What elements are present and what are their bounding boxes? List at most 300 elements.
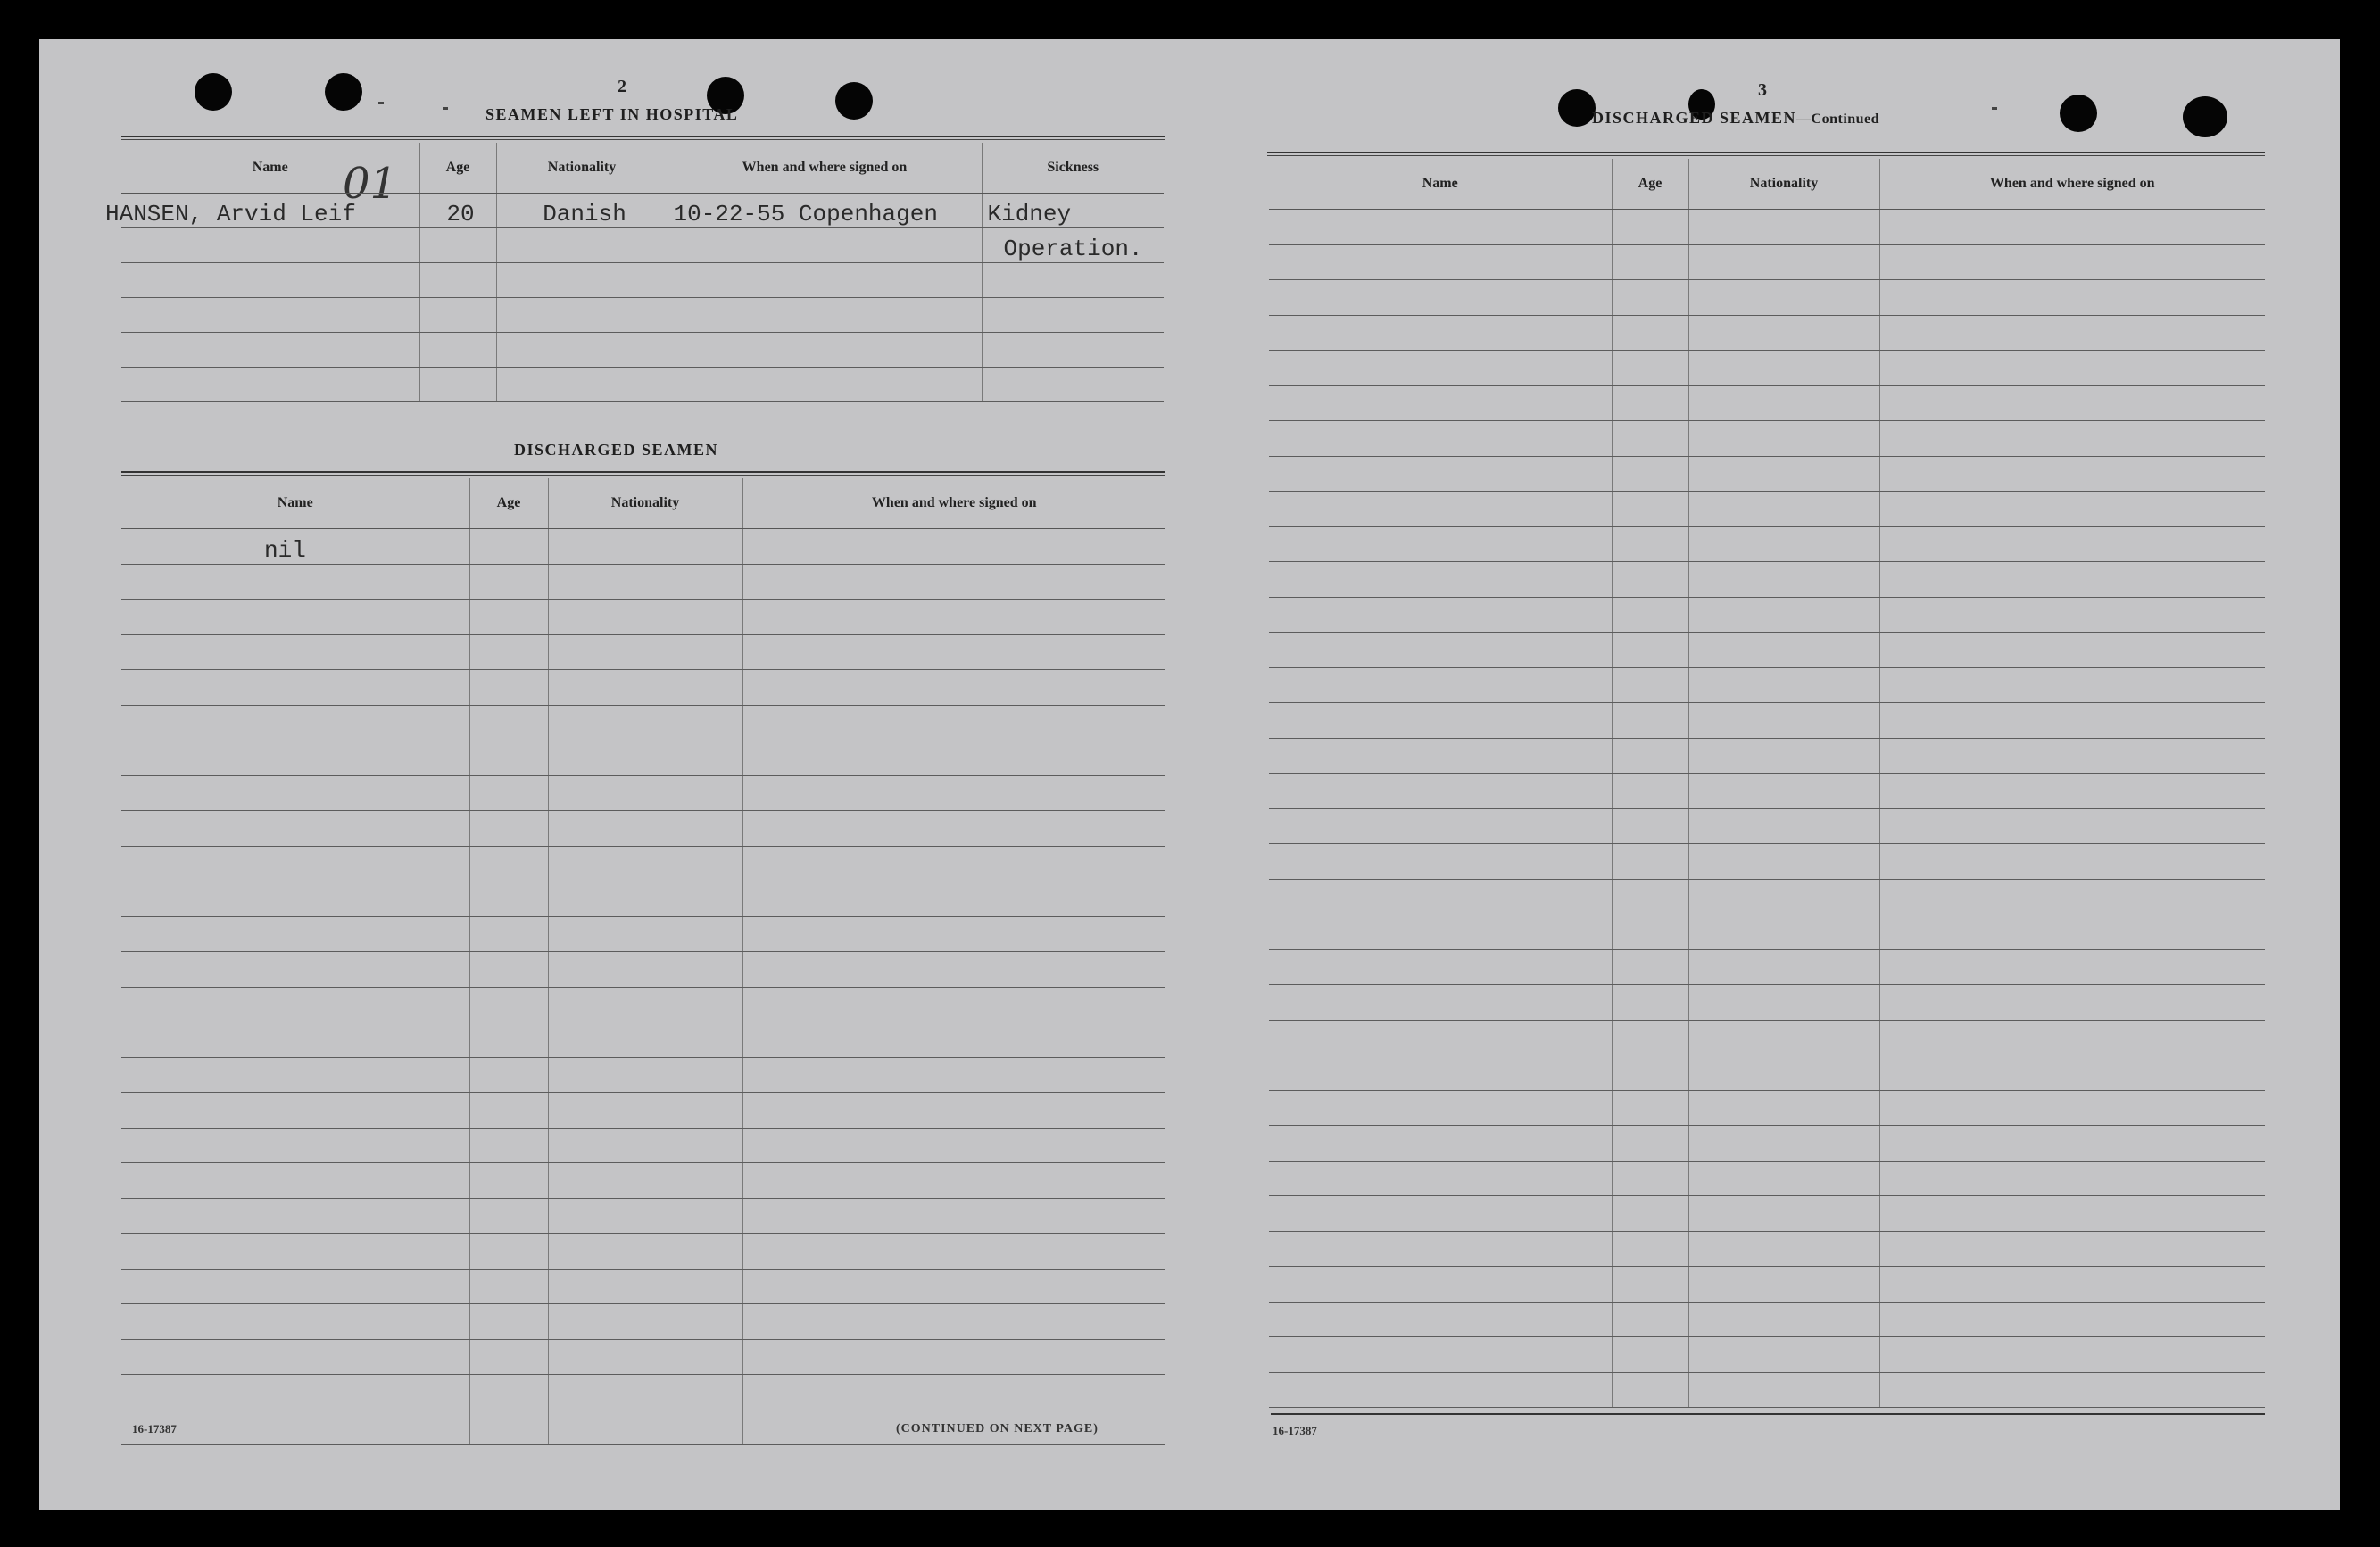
empty-cell bbox=[1688, 1267, 1879, 1303]
empty-cell bbox=[742, 916, 1165, 952]
empty-cell bbox=[1269, 667, 1612, 703]
empty-cell bbox=[1612, 1090, 1688, 1126]
empty-cell bbox=[742, 1375, 1165, 1410]
empty-cell bbox=[1688, 351, 1879, 386]
empty-cell bbox=[742, 670, 1165, 706]
empty-cell bbox=[1879, 597, 2265, 633]
table-row bbox=[1269, 456, 2265, 492]
empty-cell bbox=[1879, 526, 2265, 562]
empty-cell bbox=[1612, 1372, 1688, 1408]
table-row bbox=[121, 1022, 1165, 1058]
empty-cell bbox=[1879, 633, 2265, 668]
empty-cell bbox=[1688, 315, 1879, 351]
empty-cell bbox=[742, 1163, 1165, 1199]
table-row bbox=[121, 916, 1165, 952]
table-row bbox=[1269, 949, 2265, 985]
cell-sickness: Operation. bbox=[982, 228, 1164, 263]
empty-cell bbox=[1879, 1196, 2265, 1232]
table-row bbox=[121, 952, 1165, 988]
col-header-nationality: Nationality bbox=[548, 478, 742, 529]
table-row bbox=[1269, 808, 2265, 844]
empty-cell bbox=[1688, 1302, 1879, 1337]
cell-signed-on: 10-22-55 Copenhagen bbox=[668, 194, 982, 228]
empty-cell bbox=[1269, 774, 1612, 809]
empty-cell bbox=[1879, 844, 2265, 880]
left-page bbox=[39, 39, 1190, 1510]
empty-cell bbox=[1269, 879, 1612, 914]
empty-cell bbox=[1688, 844, 1879, 880]
empty-cell bbox=[1879, 1267, 2265, 1303]
table-row bbox=[121, 1093, 1165, 1129]
empty-cell bbox=[121, 811, 469, 847]
table-row bbox=[1269, 1302, 2265, 1337]
table-row bbox=[121, 228, 1164, 263]
empty-cell bbox=[1269, 385, 1612, 421]
table-row bbox=[1269, 1090, 2265, 1126]
empty-cell bbox=[469, 1375, 548, 1410]
empty-cell bbox=[742, 1198, 1165, 1234]
table-row bbox=[121, 600, 1165, 635]
empty-cell bbox=[121, 1234, 469, 1270]
empty-cell bbox=[548, 952, 742, 988]
empty-cell bbox=[1879, 985, 2265, 1021]
empty-cell bbox=[1269, 633, 1612, 668]
cell-name: nil bbox=[121, 529, 469, 565]
empty-cell bbox=[1688, 597, 1879, 633]
empty-cell bbox=[1269, 492, 1612, 527]
empty-cell bbox=[742, 881, 1165, 917]
empty-cell bbox=[1612, 526, 1688, 562]
table-row bbox=[1269, 385, 2265, 421]
empty-cell bbox=[1269, 1090, 1612, 1126]
empty-cell bbox=[1688, 633, 1879, 668]
empty-cell bbox=[121, 1339, 469, 1375]
empty-cell bbox=[1269, 1372, 1612, 1408]
empty-cell bbox=[742, 1269, 1165, 1304]
empty-cell bbox=[1612, 1020, 1688, 1055]
empty-cell bbox=[1269, 1020, 1612, 1055]
empty-cell bbox=[121, 1128, 469, 1163]
empty-cell bbox=[548, 1269, 742, 1304]
page-number: 3 bbox=[1758, 80, 1767, 100]
hospital-table bbox=[105, 143, 1164, 402]
empty-cell bbox=[1612, 1055, 1688, 1091]
empty-cell bbox=[121, 564, 469, 600]
table-row bbox=[121, 529, 1165, 565]
cell-sickness: Kidney bbox=[982, 194, 1164, 228]
empty-cell bbox=[121, 1269, 469, 1304]
empty-cell bbox=[1269, 985, 1612, 1021]
empty-cell bbox=[469, 1304, 548, 1340]
empty-cell bbox=[548, 670, 742, 706]
col-header-signed-on: When and where signed on bbox=[742, 478, 1165, 529]
empty-cell bbox=[742, 1057, 1165, 1093]
empty-cell bbox=[469, 1410, 548, 1445]
empty-cell bbox=[1269, 949, 1612, 985]
empty-cell bbox=[469, 1022, 548, 1058]
empty-cell bbox=[121, 670, 469, 706]
table-row bbox=[121, 1057, 1165, 1093]
table-row bbox=[1269, 703, 2265, 739]
empty-cell bbox=[1269, 597, 1612, 633]
empty-cell bbox=[548, 705, 742, 740]
empty-cell bbox=[1688, 1337, 1879, 1373]
empty-cell bbox=[469, 600, 548, 635]
empty-cell bbox=[1879, 808, 2265, 844]
table-row bbox=[1269, 1231, 2265, 1267]
empty-cell bbox=[548, 811, 742, 847]
table-row bbox=[1269, 914, 2265, 950]
empty-cell bbox=[469, 1057, 548, 1093]
table-row bbox=[1269, 985, 2265, 1021]
table-row bbox=[121, 987, 1165, 1022]
col-header-name: Name bbox=[1269, 159, 1612, 210]
empty-cell bbox=[1688, 210, 1879, 245]
table-row bbox=[121, 740, 1165, 776]
empty-cell bbox=[1269, 315, 1612, 351]
empty-cell bbox=[548, 1093, 742, 1129]
empty-cell bbox=[742, 1339, 1165, 1375]
empty-cell bbox=[1612, 914, 1688, 950]
empty-cell bbox=[1879, 1231, 2265, 1267]
form-number: 16-17387 bbox=[132, 1422, 177, 1435]
empty-cell bbox=[1688, 1090, 1879, 1126]
table-row bbox=[121, 775, 1165, 811]
table-row bbox=[1269, 1126, 2265, 1162]
right-page bbox=[1190, 39, 2340, 1510]
empty-cell bbox=[1612, 562, 1688, 598]
empty-cell bbox=[1879, 280, 2265, 316]
empty-cell bbox=[1688, 1196, 1879, 1232]
col-header-nationality: Nationality bbox=[496, 143, 668, 194]
empty-cell bbox=[742, 600, 1165, 635]
col-header-age: Age bbox=[469, 478, 548, 529]
empty-cell bbox=[548, 1375, 742, 1410]
empty-cell bbox=[1688, 914, 1879, 950]
empty-cell bbox=[1269, 526, 1612, 562]
empty-cell bbox=[121, 881, 469, 917]
empty-cell bbox=[469, 1269, 548, 1304]
empty-cell bbox=[121, 600, 469, 635]
empty-cell bbox=[548, 1198, 742, 1234]
table-row bbox=[1269, 1372, 2265, 1408]
empty-cell bbox=[121, 775, 469, 811]
empty-cell bbox=[1612, 597, 1688, 633]
empty-cell bbox=[121, 1057, 469, 1093]
empty-cell bbox=[1879, 949, 2265, 985]
discharged-continued-table bbox=[1269, 159, 2265, 1408]
table-row bbox=[1269, 597, 2265, 633]
empty-cell bbox=[1612, 210, 1688, 245]
empty-cell bbox=[548, 1410, 742, 1445]
empty-cell bbox=[121, 634, 469, 670]
empty-cell bbox=[121, 1375, 469, 1410]
table-row bbox=[1269, 526, 2265, 562]
table-row bbox=[121, 1128, 1165, 1163]
table-row bbox=[121, 846, 1165, 881]
empty-cell bbox=[1269, 210, 1612, 245]
col-header-name: Name bbox=[121, 143, 419, 194]
empty-cell bbox=[121, 952, 469, 988]
form-number: 16-17387 bbox=[1273, 1424, 1317, 1437]
section-title-discharged-continued bbox=[1592, 109, 1879, 128]
table-row bbox=[1269, 1196, 2265, 1232]
empty-cell bbox=[742, 564, 1165, 600]
table-row bbox=[121, 1375, 1165, 1410]
table-row bbox=[121, 634, 1165, 670]
empty-cell bbox=[121, 705, 469, 740]
empty-cell bbox=[1269, 844, 1612, 880]
empty-cell bbox=[742, 1234, 1165, 1270]
empty-cell bbox=[1269, 808, 1612, 844]
empty-cell bbox=[1688, 738, 1879, 774]
empty-cell bbox=[1269, 703, 1612, 739]
empty-cell bbox=[1612, 844, 1688, 880]
empty-cell bbox=[548, 881, 742, 917]
table-row bbox=[1269, 492, 2265, 527]
table-row bbox=[1269, 1055, 2265, 1091]
empty-cell bbox=[1612, 351, 1688, 386]
empty-cell bbox=[1612, 1126, 1688, 1162]
empty-cell bbox=[1688, 985, 1879, 1021]
empty-cell bbox=[548, 1057, 742, 1093]
table-row bbox=[121, 1339, 1165, 1375]
empty-cell bbox=[469, 1163, 548, 1199]
empty-cell bbox=[1269, 1302, 1612, 1337]
empty-cell bbox=[548, 1234, 742, 1270]
empty-cell bbox=[1269, 1337, 1612, 1373]
empty-cell bbox=[1688, 280, 1879, 316]
empty-cell bbox=[742, 1022, 1165, 1058]
table-row bbox=[1269, 351, 2265, 386]
empty-cell bbox=[1688, 774, 1879, 809]
discharged-table bbox=[121, 478, 1165, 1445]
empty-cell bbox=[1269, 738, 1612, 774]
col-header-age: Age bbox=[1612, 159, 1688, 210]
empty-cell bbox=[1612, 667, 1688, 703]
empty-cell bbox=[1269, 1231, 1612, 1267]
empty-cell bbox=[1879, 244, 2265, 280]
empty-cell bbox=[469, 952, 548, 988]
empty-cell bbox=[548, 987, 742, 1022]
handwritten-mark: 01 bbox=[343, 159, 398, 209]
empty-cell bbox=[1612, 244, 1688, 280]
table-row bbox=[121, 1304, 1165, 1340]
empty-cell bbox=[548, 1022, 742, 1058]
empty-cell bbox=[1612, 315, 1688, 351]
empty-cell bbox=[1612, 1267, 1688, 1303]
continued-note: (CONTINUED ON NEXT PAGE) bbox=[896, 1422, 1099, 1435]
empty-cell bbox=[121, 987, 469, 1022]
empty-cell bbox=[121, 740, 469, 776]
table-row bbox=[1269, 633, 2265, 668]
table-row bbox=[121, 670, 1165, 706]
table-row bbox=[121, 298, 1164, 333]
empty-cell bbox=[1612, 492, 1688, 527]
double-rule bbox=[121, 136, 1165, 140]
empty-cell bbox=[1688, 492, 1879, 527]
empty-cell bbox=[1879, 1020, 2265, 1055]
empty-cell bbox=[742, 705, 1165, 740]
empty-cell bbox=[1879, 421, 2265, 457]
empty-cell bbox=[469, 811, 548, 847]
empty-cell bbox=[1879, 914, 2265, 950]
empty-cell bbox=[1269, 1161, 1612, 1196]
empty-cell bbox=[1879, 1161, 2265, 1196]
empty-cell bbox=[742, 987, 1165, 1022]
empty-cell bbox=[1612, 1337, 1688, 1373]
empty-cell bbox=[1879, 315, 2265, 351]
empty-cell bbox=[469, 1128, 548, 1163]
empty-cell bbox=[469, 1234, 548, 1270]
empty-cell bbox=[1269, 1055, 1612, 1091]
empty-cell bbox=[469, 564, 548, 600]
table-row bbox=[1269, 1161, 2265, 1196]
cell-age bbox=[419, 228, 496, 263]
empty-cell bbox=[1612, 1231, 1688, 1267]
empty-cell bbox=[742, 634, 1165, 670]
empty-cell bbox=[1269, 1196, 1612, 1232]
empty-cell bbox=[1612, 808, 1688, 844]
empty-cell bbox=[1879, 385, 2265, 421]
empty-cell bbox=[548, 634, 742, 670]
empty-cell bbox=[1688, 526, 1879, 562]
empty-cell bbox=[1879, 562, 2265, 598]
table-row bbox=[1269, 315, 2265, 351]
empty-cell bbox=[1612, 385, 1688, 421]
table-row bbox=[121, 263, 1164, 298]
empty-cell bbox=[1688, 1055, 1879, 1091]
empty-cell bbox=[742, 740, 1165, 776]
table-row bbox=[1269, 210, 2265, 245]
table-row bbox=[1269, 280, 2265, 316]
cell-nationality bbox=[496, 228, 668, 263]
empty-cell bbox=[742, 1093, 1165, 1129]
table-row bbox=[121, 194, 1164, 228]
empty-cell bbox=[469, 846, 548, 881]
empty-cell bbox=[1688, 385, 1879, 421]
double-rule bbox=[121, 471, 1165, 476]
empty-cell bbox=[742, 775, 1165, 811]
empty-cell bbox=[548, 600, 742, 635]
table-row bbox=[1269, 421, 2265, 457]
table-row bbox=[1269, 879, 2265, 914]
empty-cell bbox=[469, 1339, 548, 1375]
table-row bbox=[121, 1198, 1165, 1234]
empty-cell bbox=[1879, 1337, 2265, 1373]
empty-cell bbox=[1269, 1126, 1612, 1162]
col-header-name: Name bbox=[121, 478, 469, 529]
empty-cell bbox=[548, 1339, 742, 1375]
empty-cell bbox=[1688, 456, 1879, 492]
table-row bbox=[1269, 244, 2265, 280]
page-number: 2 bbox=[618, 77, 626, 96]
empty-cell bbox=[121, 1163, 469, 1199]
empty-cell bbox=[1612, 633, 1688, 668]
col-header-signed-on: When and where signed on bbox=[668, 143, 982, 194]
empty-cell bbox=[121, 1093, 469, 1129]
empty-cell bbox=[1612, 456, 1688, 492]
empty-cell bbox=[1269, 280, 1612, 316]
empty-cell bbox=[1879, 1126, 2265, 1162]
empty-cell bbox=[1688, 703, 1879, 739]
section-title-hospital: SEAMEN LEFT IN HOSPITAL bbox=[485, 105, 739, 123]
empty-cell bbox=[1879, 1090, 2265, 1126]
empty-cell bbox=[548, 846, 742, 881]
empty-cell bbox=[548, 1304, 742, 1340]
empty-cell bbox=[1688, 562, 1879, 598]
empty-cell bbox=[469, 670, 548, 706]
empty-cell bbox=[1612, 421, 1688, 457]
empty-cell bbox=[1879, 667, 2265, 703]
empty-cell bbox=[1688, 421, 1879, 457]
table-row bbox=[121, 333, 1164, 368]
empty-cell bbox=[1612, 949, 1688, 985]
empty-cell bbox=[1879, 738, 2265, 774]
empty-cell bbox=[548, 916, 742, 952]
empty-cell bbox=[1688, 808, 1879, 844]
empty-cell bbox=[121, 1198, 469, 1234]
empty-cell bbox=[1269, 562, 1612, 598]
table-row bbox=[1269, 1267, 2265, 1303]
table-row bbox=[1269, 844, 2265, 880]
bottom-rule bbox=[1271, 1413, 2265, 1417]
empty-cell bbox=[1612, 1161, 1688, 1196]
col-header-sickness: Sickness bbox=[982, 143, 1164, 194]
empty-cell bbox=[548, 740, 742, 776]
empty-cell bbox=[1879, 492, 2265, 527]
table-row bbox=[1269, 1337, 2265, 1373]
empty-cell bbox=[1269, 914, 1612, 950]
empty-cell bbox=[469, 881, 548, 917]
empty-cell bbox=[1612, 1302, 1688, 1337]
empty-cell bbox=[469, 775, 548, 811]
table-row bbox=[1269, 1020, 2265, 1055]
empty-cell bbox=[1269, 351, 1612, 386]
empty-cell bbox=[121, 1022, 469, 1058]
empty-cell bbox=[469, 916, 548, 952]
document-sheet bbox=[39, 39, 2340, 1510]
empty-cell bbox=[548, 1128, 742, 1163]
table-row bbox=[121, 705, 1165, 740]
empty-cell bbox=[548, 1163, 742, 1199]
col-header-nationality: Nationality bbox=[1688, 159, 1879, 210]
empty-cell bbox=[1612, 879, 1688, 914]
empty-cell bbox=[1688, 879, 1879, 914]
empty-cell bbox=[1688, 949, 1879, 985]
table-row bbox=[121, 881, 1165, 917]
table-row bbox=[121, 1163, 1165, 1199]
table-row bbox=[121, 1234, 1165, 1270]
empty-cell bbox=[1688, 667, 1879, 703]
cell-age: 20 bbox=[419, 194, 496, 228]
cell-name: HANSEN, Arvid Leif bbox=[105, 194, 403, 228]
empty-cell bbox=[742, 952, 1165, 988]
empty-cell bbox=[1612, 738, 1688, 774]
empty-cell bbox=[469, 1093, 548, 1129]
empty-cell bbox=[1879, 1302, 2265, 1337]
empty-cell bbox=[1688, 1372, 1879, 1408]
empty-cell bbox=[1688, 1161, 1879, 1196]
table-row bbox=[1269, 562, 2265, 598]
table-row bbox=[1269, 738, 2265, 774]
empty-cell bbox=[1879, 703, 2265, 739]
empty-cell bbox=[1269, 456, 1612, 492]
empty-cell bbox=[1879, 351, 2265, 386]
empty-cell bbox=[121, 1304, 469, 1340]
table-row bbox=[121, 1269, 1165, 1304]
empty-cell bbox=[1879, 1055, 2265, 1091]
